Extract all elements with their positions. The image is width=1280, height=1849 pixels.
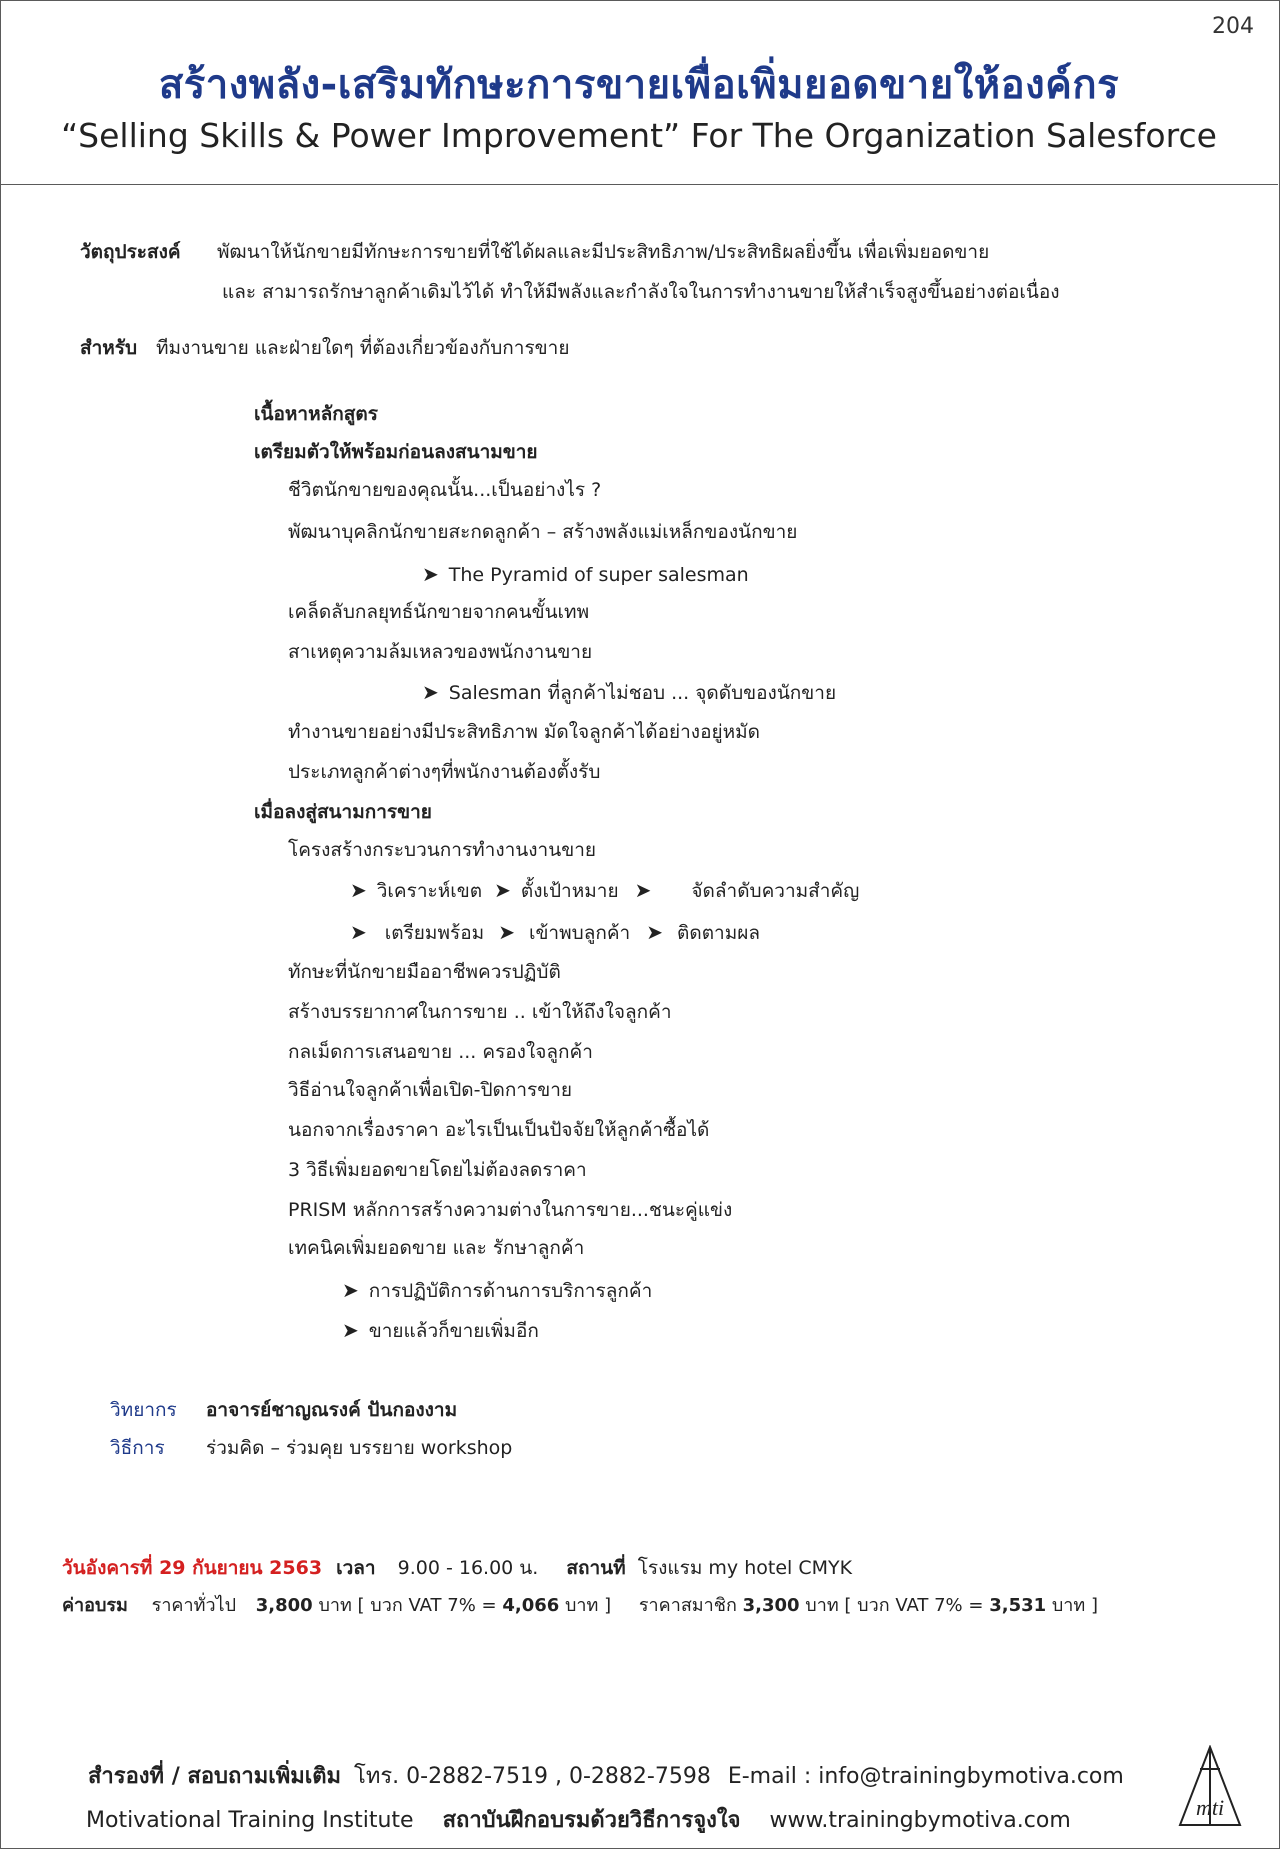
section-2-item: PRISM หลักการสร้างความต่างในการขาย...ชนะคู่แข่ง [288, 1199, 733, 1221]
arrow-bullet-icon: ➤ [342, 1318, 359, 1342]
arrow-bullet-icon: ➤ [342, 1278, 359, 1302]
section-2-item: นอกจากเรื่องราคา อะไรเป็นเป็นปัจจัยให้ลูกค้าซื้อได้ [288, 1119, 710, 1141]
contact-phone: โทร. 0-2882-7519 , 0-2882-7598 [354, 1764, 711, 1789]
schedule-date: วันอังคารที่ 29 กันยายน 2563 [62, 1557, 323, 1579]
section-1-item: สาเหตุความล้มเหลวของพนักงานขาย [288, 641, 593, 663]
schedule-time: 9.00 - 16.00 น. [397, 1557, 539, 1579]
audience-label: สำหรับ [80, 337, 138, 359]
arrow-bullet-icon: ➤ [494, 878, 511, 902]
process-steps-row-1: ➤ วิเคราะห์เขต ➤ ตั้งเป้าหมาย ➤ จัดลำดับความสำคัญ [350, 878, 860, 902]
member-total: 3,531 [989, 1595, 1047, 1616]
member-end: บาท ] [1046, 1595, 1099, 1616]
section-2-item: สร้างบรรยากาศในการขาย .. เข้าให้ถึงใจลูกค้า [288, 1001, 672, 1023]
institute-name-en: Motivational Training Institute [86, 1808, 414, 1833]
section-2-item: เทคนิคเพิ่มยอดขาย และ รักษาลูกค้า [288, 1237, 585, 1259]
contact-email: E-mail : info@trainingbymotiva.com [727, 1764, 1124, 1789]
contact-label: สำรองที่ / สอบถามเพิ่มเติม [88, 1764, 342, 1789]
objective-line-1: พัฒนาให้นักขายมีทักษะการขายที่ใช้ได้ผลและมีประสิทธิภาพ/ประสิทธิผลยิ่งขึ้น เพื่อเพิ่มยอดขาย [217, 241, 990, 263]
fee-label: ค่าอบรม [62, 1595, 128, 1616]
section-1-item: ชีวิตนักขายของคุณนั้น...เป็นอย่างไร ? [288, 479, 602, 501]
arrow-bullet-icon: ➤ [634, 878, 652, 902]
section-2-title: เมื่อลงสู่สนามการขาย [254, 801, 432, 823]
objective-label: วัตถุประสงค์ [80, 241, 181, 263]
method-text: ร่วมคิด – ร่วมคุย บรรยาย workshop [206, 1437, 513, 1459]
method-label: วิธีการ [110, 1437, 165, 1459]
page-header [0, 0, 1278, 185]
general-price: 3,800 [255, 1595, 313, 1616]
section-2-item: กลเม็ดการเสนอขาย ... ครองใจลูกค้า [288, 1041, 593, 1063]
fee-row [62, 1594, 1098, 1618]
general-total: 4,066 [502, 1595, 560, 1616]
arrow-bullet-icon: ➤ [498, 920, 515, 944]
section-2-subitem: ➤ การปฏิบัติการด้านการบริการลูกค้า [342, 1278, 653, 1302]
section-2-item: 3 วิธีเพิ่มยอดขายโดยไม่ต้องลดราคา [288, 1159, 587, 1181]
svg-text:mti: mti [1195, 1795, 1225, 1820]
section-1-subitem: ➤ The Pyramid of super salesman [422, 562, 749, 586]
title-english: “Selling Skills & Power Improvement” For The Organization Salesforce [61, 116, 1217, 155]
member-price-label: ราคาสมาชิก [638, 1595, 737, 1616]
arrow-bullet-icon: ➤ [422, 680, 439, 704]
member-vat-text: บาท [ บวก VAT 7% = [805, 1595, 990, 1616]
schedule-row [62, 1556, 852, 1580]
general-price-label: ราคาทั่วไป [151, 1595, 237, 1616]
venue-label: สถานที่ [566, 1557, 626, 1579]
institute-website: www.trainingbymotiva.com [769, 1808, 1071, 1833]
section-2-subitem: ➤ ขายแล้วก็ขายเพิ่มอีก [342, 1318, 539, 1342]
section-1-title: เตรียมตัวให้พร้อมก่อนลงสนามขาย [254, 441, 538, 463]
venue-text: โรงแรม my hotel CMYK [637, 1557, 853, 1579]
footer-institute-row [86, 1802, 1071, 1837]
audience-text: ทีมงานขาย และฝ่ายใดๆ ที่ต้องเกี่ยวข้องกับการขาย [156, 337, 570, 359]
title-thai: สร้างพลัง-เสริมทักษะการขายเพื่อเพิ่มยอดขายให้องค์กร [158, 62, 1120, 108]
time-label: เวลา [336, 1557, 376, 1579]
content-heading: เนื้อหาหลักสูตร [254, 403, 378, 425]
section-1-item: พัฒนาบุคลิกนักขายสะกดลูกค้า – สร้างพลังแม่เหล็กของนักขาย [288, 521, 798, 543]
section-2-item: โครงสร้างกระบวนการทำงานงานขาย [288, 839, 597, 861]
section-2-item: ทักษะที่นักขายมืออาชีพควรปฏิบัติ [288, 961, 561, 983]
objective-line-2: และ สามารถรักษาลูกค้าเดิมไว้ได้ ทำให้มีพลังและกำลังใจในการทำงานขายให้สำเร็จสูงขึ้นอย่างต่อเนื่อง [222, 281, 1060, 303]
trainer-name: อาจารย์ชาญณรงค์ ปันกองงาม [206, 1399, 458, 1421]
section-1-item: ทำงานขายอย่างมีประสิทธิภาพ มัดใจลูกค้าได้อย่างอยู่หมัด [288, 721, 760, 743]
footer-contact-row [88, 1758, 1124, 1793]
process-steps-row-2: ➤ เตรียมพร้อม ➤ เข้าพบลูกค้า ➤ ติดตามผล [350, 920, 761, 944]
arrow-bullet-icon: ➤ [422, 562, 439, 586]
arrow-bullet-icon: ➤ [646, 920, 664, 944]
section-1-subitem: ➤ Salesman ที่ลูกค้าไม่ชอบ ... จุดดับของนักขาย [422, 680, 837, 704]
section-2-item: วิธีอ่านใจลูกค้าเพื่อเปิด-ปิดการขาย [288, 1079, 573, 1101]
general-end: บาท ] [559, 1595, 612, 1616]
page-number: 204 [1212, 14, 1254, 39]
institute-name-th: สถาบันฝึกอบรมด้วยวิธีการจูงใจ [442, 1808, 741, 1833]
trainer-label: วิทยากร [110, 1399, 177, 1421]
arrow-bullet-icon: ➤ [350, 920, 367, 944]
section-1-item: เคล็ดลับกลยุทธ์นักขายจากคนขั้นเทพ [288, 601, 590, 623]
section-1-item: ประเภทลูกค้าต่างๆที่พนักงานต้องตั้งรับ [288, 761, 601, 783]
member-price: 3,300 [742, 1595, 800, 1616]
arrow-bullet-icon: ➤ [350, 878, 367, 902]
mti-logo [1178, 1745, 1242, 1827]
general-vat-text: บาท [ บวก VAT 7% = [318, 1595, 503, 1616]
